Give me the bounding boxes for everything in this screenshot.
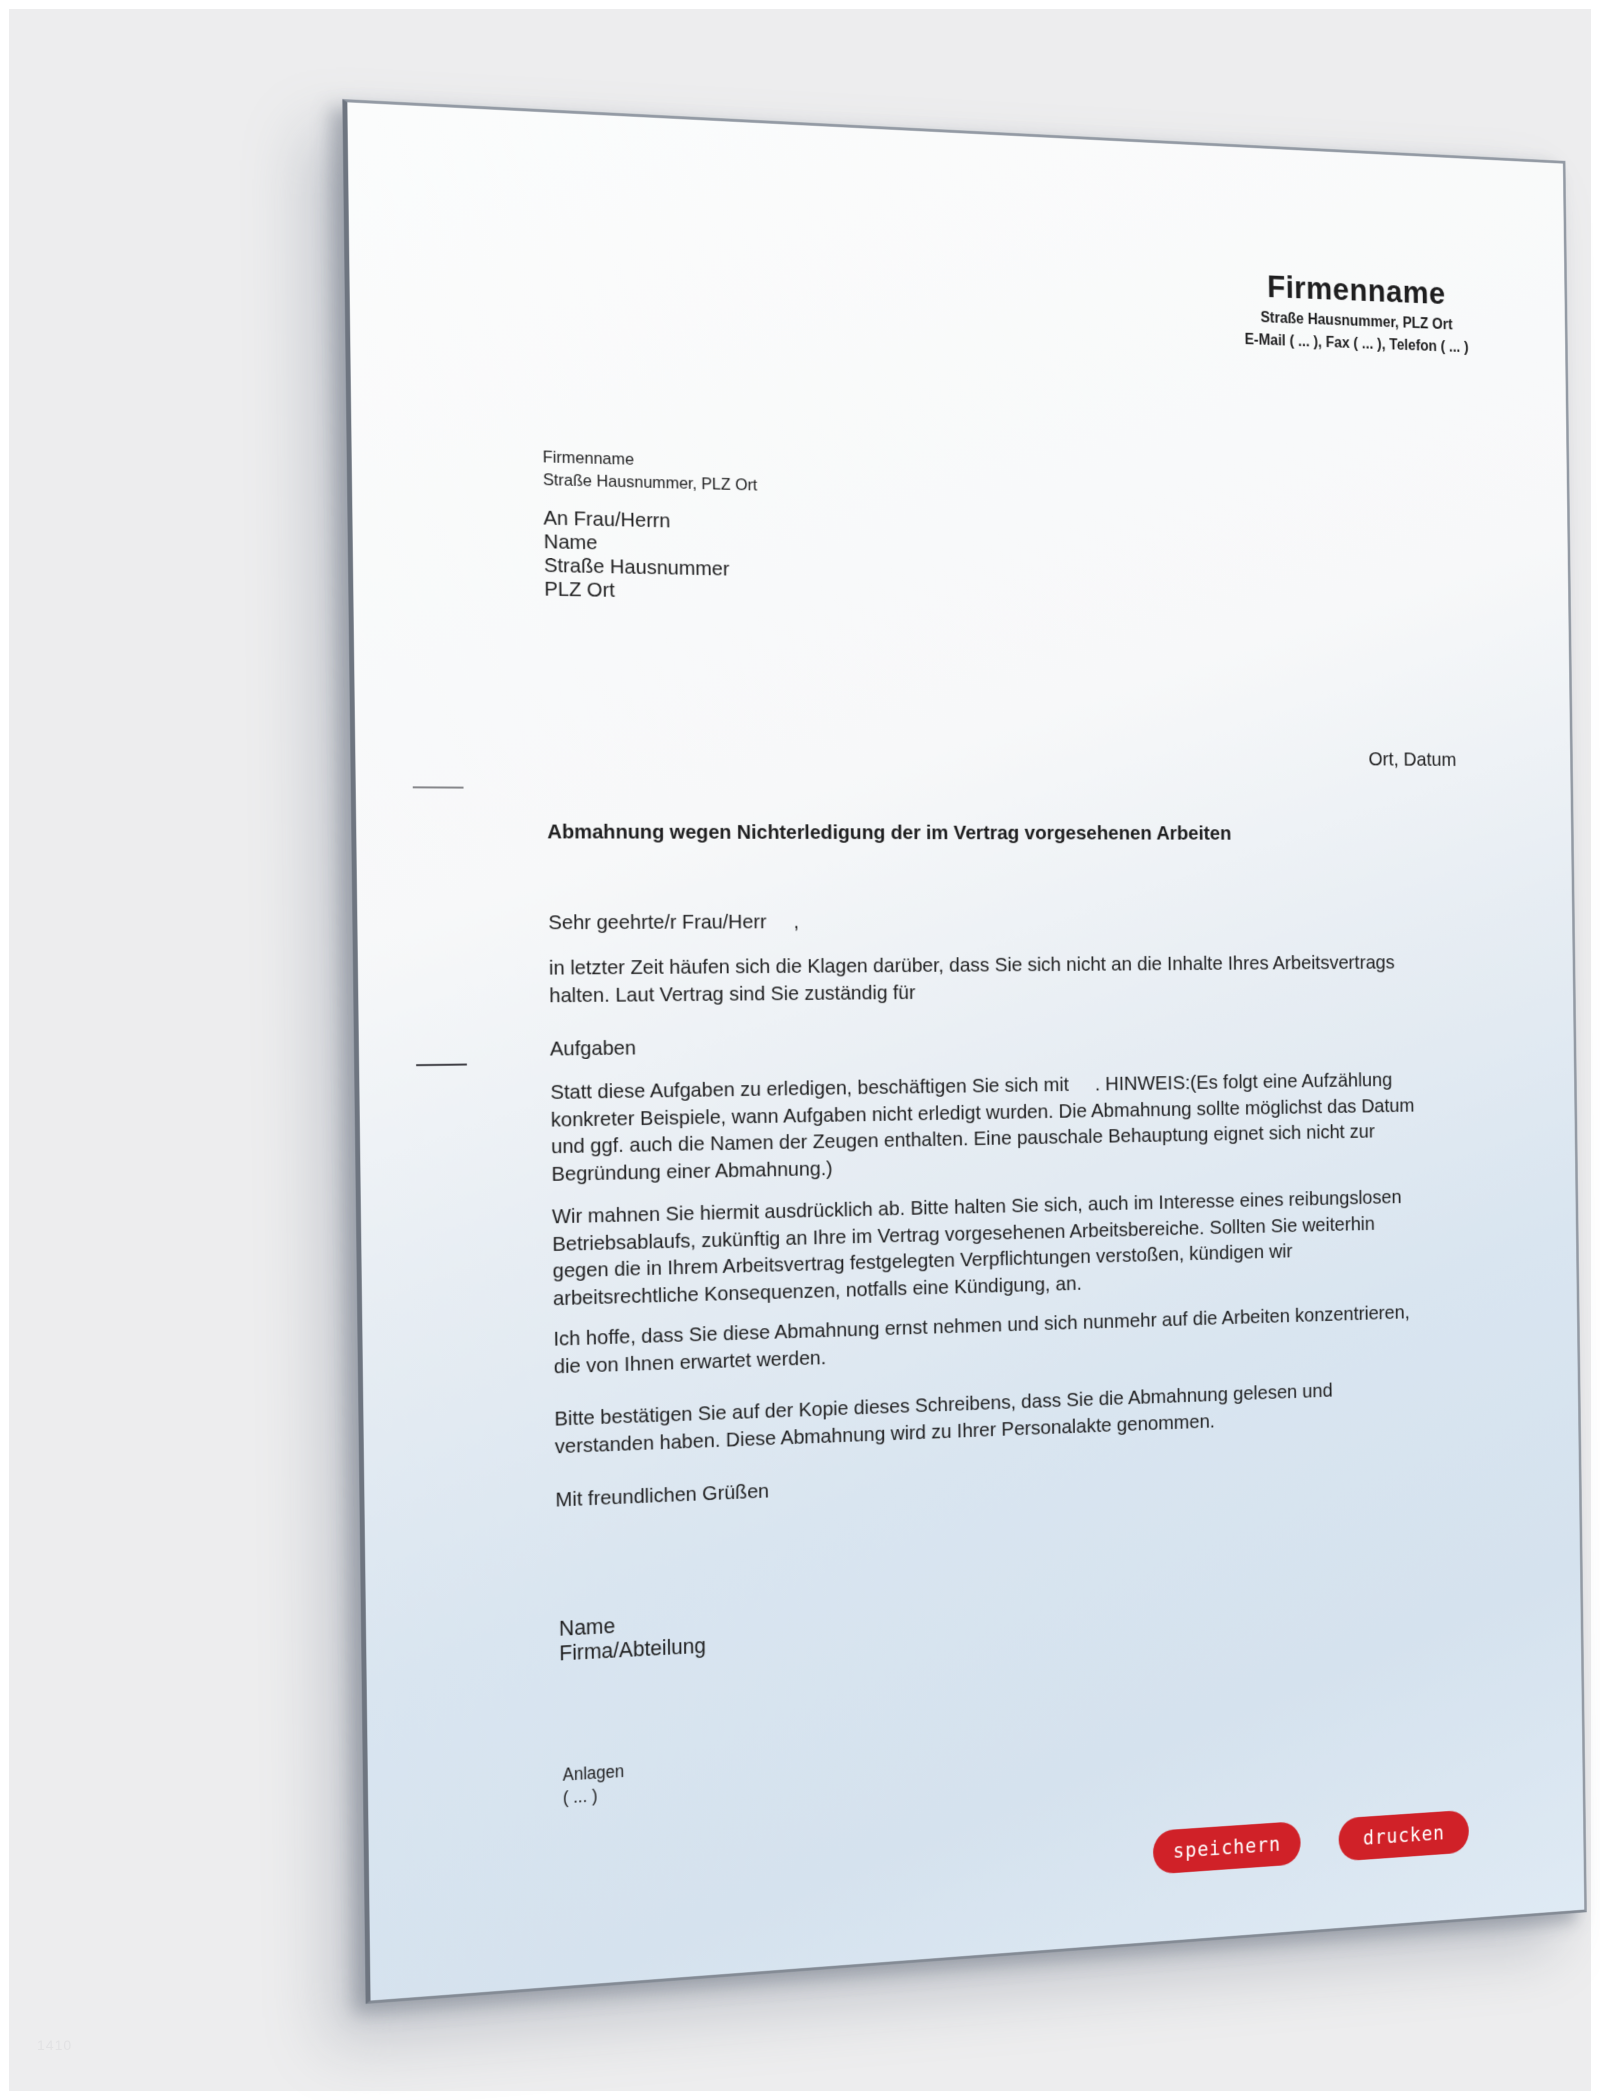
salutation: Sehr geehrte/r Frau/Herr ,	[548, 910, 800, 935]
signature-block: Name Firma/Abteilung	[558, 1613, 707, 1666]
print-button[interactable]: drucken	[1338, 1810, 1469, 1862]
letter-paragraph: Wir mahnen Sie hiermit ausdrücklich ab. Bitte halten Sie sich, auch im Interesse eines reibungslosen Betriebsablaufs, zukünftig an Ihre im Vertrag vorgesehenen Arbeitsbereiche. Sollten Sie weiterhin gegen die in Ihrem Arbeitsvertrag festgelegten Verpflichtungen verstoßen, kündigen wir arbeitsrechtliche Konsequenzen, notfalls eine Kündigung, an.	[551, 1186, 1402, 1310]
subject-line: Abmahnung wegen Nichterledigung der im Vertrag vorgesehenen Arbeiten	[547, 820, 1232, 845]
company-name: Firmenname	[1266, 268, 1446, 312]
letter-paragraph: Bitte bestätigen Sie auf der Kopie dieses Schreibens, dass Sie die Abmahnung gelesen und verstanden haben. Diese Abmahnung wird zu Ihrer Personalakte genommen.	[554, 1379, 1333, 1458]
letter-paragraph: in letzter Zeit häufen sich die Klagen darüber, dass Sie sich nicht an die Inhalte Ihres Arbeitsvertrags halten. Laut Vertrag sind Sie zuständig für	[548, 951, 1395, 1007]
recipient-address: An Frau/Herrn Name Straße Hausnummer PLZ Ort	[543, 506, 730, 602]
fold-mark-middle	[416, 1064, 467, 1067]
closing-formula: Mit freundlichen Grüßen	[555, 1479, 770, 1512]
letter-paragraph: Ich hoffe, dass Sie diese Abmahnung ernst nehmen und sich nunmehr auf die Arbeiten konzentrieren, die von Ihnen erwartet werden.	[553, 1301, 1410, 1378]
letter-paragraph-aufgaben: Aufgaben	[549, 1036, 637, 1061]
fold-mark-top	[413, 786, 464, 788]
letter-paragraph: Statt diese Aufgaben zu erledigen, beschäftigen Sie sich mit . HINWEIS:(Es folgt eine Aufzählung konkreter Beispiele, wann Aufgaben nicht erledigt wurden. Die Abmahnung sollte möglichst das Datum und ggf. auch die Namen der Zeugen enthalten. Eine pauschale Behauptung eignet sich nicht zur Begründung einer Abmahnung.)	[550, 1069, 1415, 1186]
date-line: Ort, Datum	[1368, 748, 1457, 771]
enclosures-block: Anlagen ( ... )	[562, 1761, 625, 1808]
letter-page	[342, 99, 1586, 2004]
sender-line: Firmenname Straße Hausnummer, PLZ Ort	[542, 447, 758, 495]
corner-code: 1410	[37, 2037, 73, 2053]
company-address: Straße Hausnummer, PLZ Ort	[1260, 309, 1453, 334]
save-button[interactable]: speichern	[1153, 1821, 1301, 1875]
background	[9, 9, 1591, 2091]
company-contact: E-Mail ( ... ), Fax ( ... ), Telefon ( ... )	[1244, 331, 1469, 356]
company-letterhead	[1213, 267, 1498, 359]
